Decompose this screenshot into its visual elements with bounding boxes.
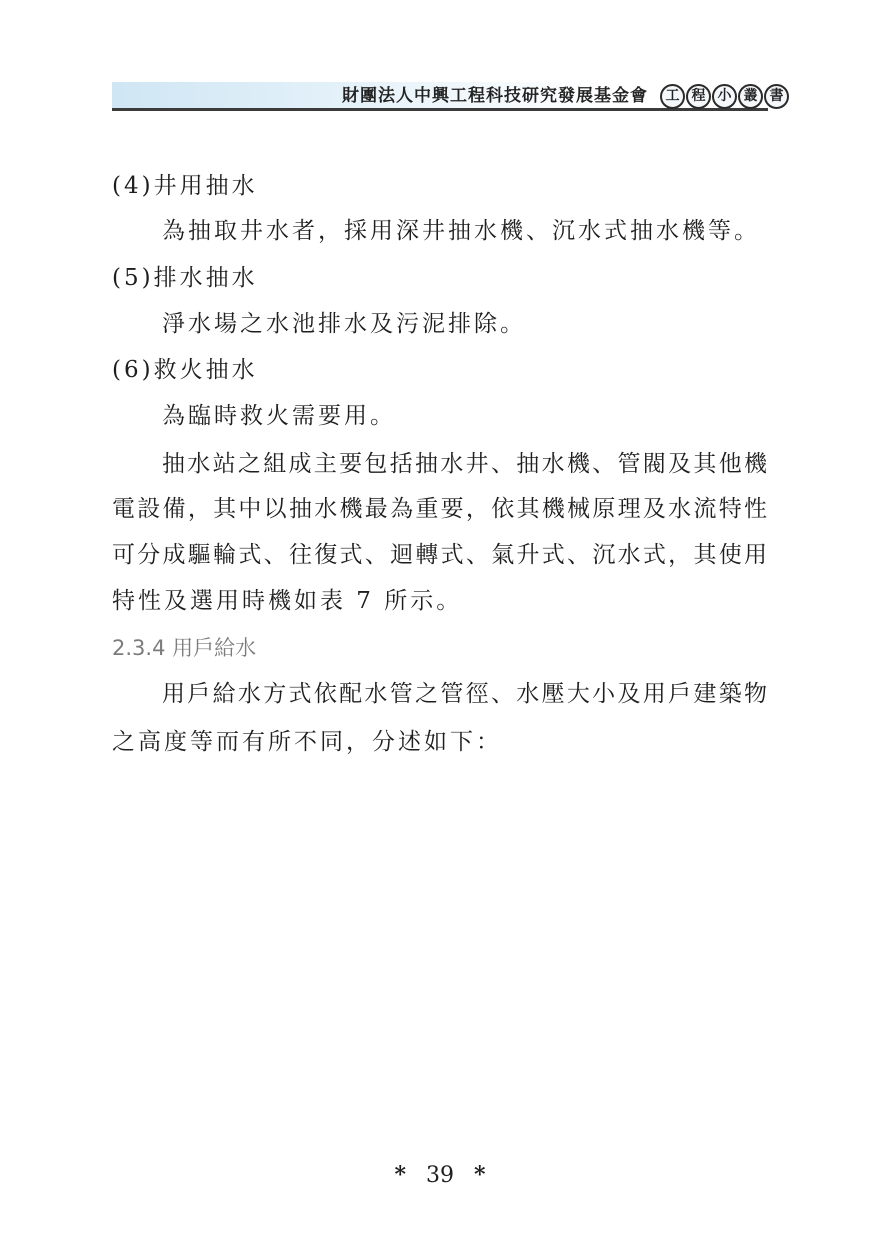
paragraph2-line: 之高度等而有所不同，分述如下： (112, 729, 502, 755)
paragraph1-line: 抽水站之組成主要包括抽水井、抽水機、管閥及其他機 (162, 451, 768, 477)
item6-text: 為臨時救火需要用。 (162, 403, 396, 429)
item4-text: 為抽取井水者，採用深井抽水機、沉水式抽水機等。 (162, 218, 760, 244)
series-badge: 叢 (738, 84, 763, 109)
paragraph1-line: 電設備，其中以抽水機最為重要，依其機械原理及水流特性 (112, 496, 768, 522)
series-badge: 程 (686, 84, 711, 109)
paragraph1-line: 可分成驅輪式、往復式、迴轉式、氣升式、沉水式，其使用 (112, 542, 768, 568)
section-heading: 2.3.4 用戶給水 (112, 636, 257, 660)
series-badge: 工 (660, 84, 685, 109)
item6-title: (6)救火抽水 (112, 357, 258, 383)
page-footer (0, 1158, 880, 1192)
series-badge: 小 (712, 84, 737, 109)
item5-text: 淨水場之水池排水及污泥排除。 (162, 311, 526, 337)
series-badges (660, 82, 789, 110)
paragraph1-line: 特性及選用時機如表 7 所示。 (112, 588, 463, 614)
paragraph2-line: 用戶給水方式依配水管之管徑、水壓大小及用戶建築物 (162, 681, 768, 707)
page-number: 39 (426, 1163, 454, 1188)
series-badge: 書 (764, 84, 789, 109)
footer-star-left: * (394, 1162, 406, 1188)
item4-title: (4)井用抽水 (112, 173, 258, 199)
footer-star-right: * (474, 1162, 486, 1188)
header-organization: 財團法人中興工程科技研究發展基金會 (342, 86, 648, 106)
item5-title: (5)排水抽水 (112, 265, 258, 291)
